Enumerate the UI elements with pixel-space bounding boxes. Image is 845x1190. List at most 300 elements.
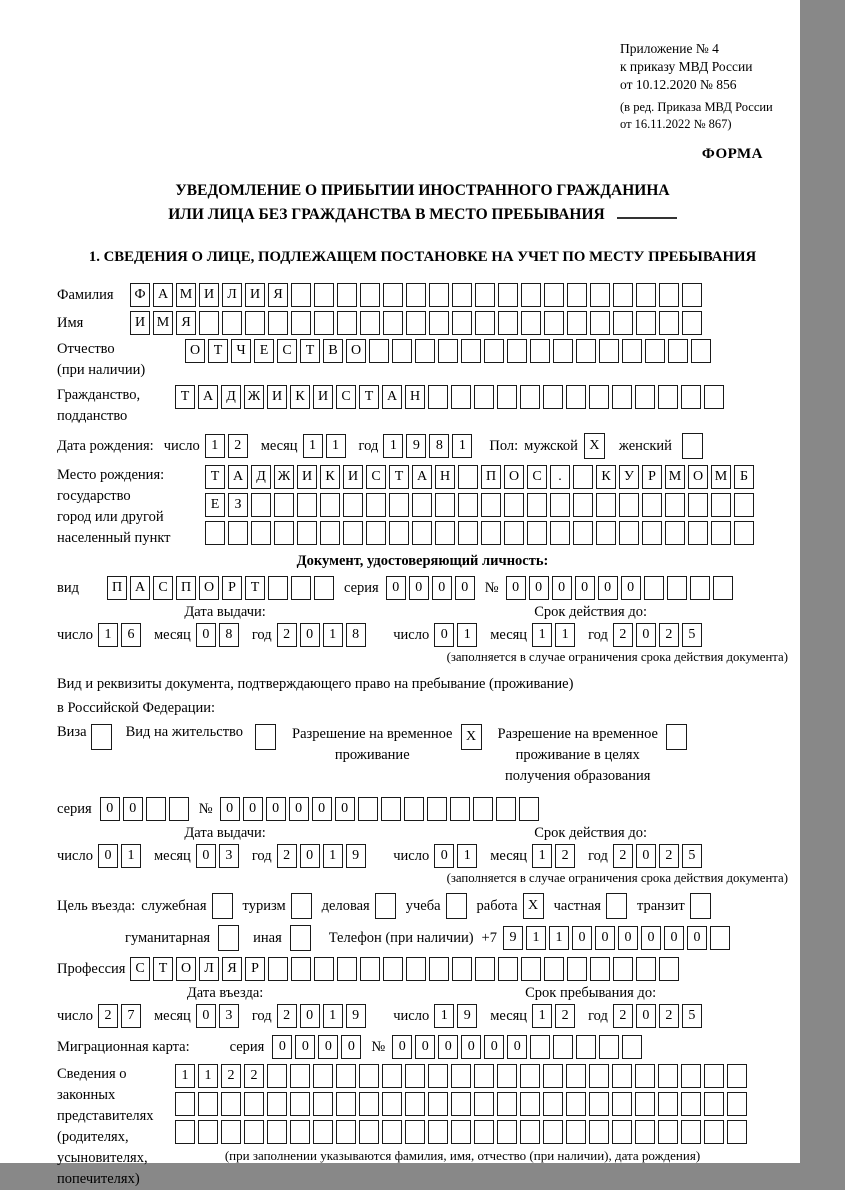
char-cell[interactable] <box>405 1092 425 1116</box>
entry-year-cells[interactable] <box>277 1004 369 1028</box>
char-cell[interactable] <box>497 1120 517 1144</box>
char-cell[interactable] <box>451 1064 471 1088</box>
char-cell[interactable] <box>566 385 586 409</box>
char-cell[interactable] <box>576 1035 596 1059</box>
char-cell[interactable] <box>175 1120 195 1144</box>
char-cell[interactable]: 0 <box>196 844 216 868</box>
char-cell[interactable] <box>612 1064 632 1088</box>
char-cell[interactable]: И <box>245 283 265 307</box>
char-cell[interactable] <box>691 339 711 363</box>
char-cell[interactable]: 9 <box>457 1004 477 1028</box>
char-cell[interactable]: 0 <box>636 623 656 647</box>
char-cell[interactable]: С <box>336 385 356 409</box>
char-cell[interactable] <box>520 1120 540 1144</box>
char-cell[interactable] <box>406 957 426 981</box>
char-cell[interactable] <box>428 385 448 409</box>
char-cell[interactable] <box>573 521 593 545</box>
char-cell[interactable]: К <box>290 385 310 409</box>
char-cell[interactable]: 0 <box>123 797 143 821</box>
char-cell[interactable] <box>589 385 609 409</box>
char-cell[interactable]: 2 <box>659 1004 679 1028</box>
char-cell[interactable] <box>567 283 587 307</box>
char-cell[interactable] <box>521 311 541 335</box>
char-cell[interactable] <box>681 385 701 409</box>
char-cell[interactable] <box>544 283 564 307</box>
char-cell[interactable]: 0 <box>243 797 263 821</box>
char-cell[interactable]: 0 <box>434 844 454 868</box>
char-cell[interactable] <box>451 1120 471 1144</box>
birth-year-cells[interactable] <box>383 434 475 458</box>
residence-issue-year-cells[interactable] <box>277 844 369 868</box>
char-cell[interactable] <box>381 797 401 821</box>
stay-year-cells[interactable] <box>613 1004 705 1028</box>
char-cell[interactable] <box>612 385 632 409</box>
char-cell[interactable]: 2 <box>244 1064 264 1088</box>
char-cell[interactable]: А <box>382 385 402 409</box>
residence-issue-month-cells[interactable] <box>196 844 242 868</box>
char-cell[interactable]: 0 <box>289 797 309 821</box>
char-cell[interactable] <box>704 1092 724 1116</box>
char-cell[interactable] <box>667 576 687 600</box>
char-cell[interactable]: 0 <box>100 797 120 821</box>
identity-issue-month-cells[interactable] <box>196 623 242 647</box>
residence-number-cells[interactable] <box>220 797 542 821</box>
char-cell[interactable] <box>473 797 493 821</box>
char-cell[interactable]: 9 <box>406 434 426 458</box>
char-cell[interactable] <box>359 1064 379 1088</box>
char-cell[interactable] <box>146 797 166 821</box>
purpose-transit-checkbox[interactable] <box>690 893 711 919</box>
purpose-private-checkbox[interactable] <box>606 893 627 919</box>
char-cell[interactable]: 1 <box>452 434 472 458</box>
char-cell[interactable] <box>659 283 679 307</box>
char-cell[interactable] <box>519 797 539 821</box>
char-cell[interactable] <box>458 465 478 489</box>
char-cell[interactable] <box>369 339 389 363</box>
char-cell[interactable]: 1 <box>549 926 569 950</box>
char-cell[interactable] <box>635 385 655 409</box>
char-cell[interactable]: 1 <box>326 434 346 458</box>
surname-cells[interactable] <box>130 283 705 307</box>
char-cell[interactable]: 0 <box>618 926 638 950</box>
char-cell[interactable]: 0 <box>455 576 475 600</box>
char-cell[interactable] <box>599 1035 619 1059</box>
char-cell[interactable]: П <box>176 576 196 600</box>
char-cell[interactable] <box>573 465 593 489</box>
char-cell[interactable]: Т <box>208 339 228 363</box>
char-cell[interactable]: 2 <box>277 1004 297 1028</box>
char-cell[interactable]: 0 <box>300 844 320 868</box>
char-cell[interactable] <box>636 311 656 335</box>
char-cell[interactable]: 8 <box>219 623 239 647</box>
birth-day-cells[interactable] <box>205 434 251 458</box>
identity-doc-type-cells[interactable] <box>107 576 337 600</box>
char-cell[interactable]: Р <box>245 957 265 981</box>
char-cell[interactable] <box>228 521 248 545</box>
char-cell[interactable]: В <box>323 339 343 363</box>
char-cell[interactable]: 0 <box>220 797 240 821</box>
char-cell[interactable]: Т <box>359 385 379 409</box>
char-cell[interactable] <box>452 311 472 335</box>
stay-month-cells[interactable] <box>532 1004 578 1028</box>
char-cell[interactable]: Т <box>389 465 409 489</box>
char-cell[interactable] <box>596 521 616 545</box>
char-cell[interactable] <box>484 339 504 363</box>
char-cell[interactable] <box>343 493 363 517</box>
entry-day-cells[interactable] <box>98 1004 144 1028</box>
char-cell[interactable]: 1 <box>198 1064 218 1088</box>
char-cell[interactable] <box>244 1120 264 1144</box>
char-cell[interactable]: 1 <box>98 623 118 647</box>
char-cell[interactable]: 0 <box>438 1035 458 1059</box>
char-cell[interactable] <box>544 957 564 981</box>
char-cell[interactable]: 0 <box>636 1004 656 1028</box>
char-cell[interactable] <box>681 1092 701 1116</box>
char-cell[interactable] <box>366 493 386 517</box>
char-cell[interactable] <box>635 1120 655 1144</box>
char-cell[interactable]: 0 <box>621 576 641 600</box>
char-cell[interactable] <box>429 311 449 335</box>
char-cell[interactable]: 0 <box>300 623 320 647</box>
char-cell[interactable] <box>313 1120 333 1144</box>
char-cell[interactable] <box>245 311 265 335</box>
char-cell[interactable]: 2 <box>98 1004 118 1028</box>
char-cell[interactable]: 1 <box>457 844 477 868</box>
residence-permit-option-checkbox[interactable] <box>255 724 276 750</box>
char-cell[interactable]: 2 <box>659 844 679 868</box>
char-cell[interactable] <box>297 521 317 545</box>
char-cell[interactable]: 0 <box>295 1035 315 1059</box>
char-cell[interactable]: 1 <box>205 434 225 458</box>
char-cell[interactable] <box>573 493 593 517</box>
char-cell[interactable]: 0 <box>98 844 118 868</box>
birth-place-cells-row3[interactable] <box>205 521 757 545</box>
char-cell[interactable] <box>665 521 685 545</box>
char-cell[interactable]: 2 <box>228 434 248 458</box>
char-cell[interactable] <box>497 1092 517 1116</box>
char-cell[interactable] <box>481 493 501 517</box>
char-cell[interactable] <box>458 493 478 517</box>
char-cell[interactable] <box>251 493 271 517</box>
char-cell[interactable]: 0 <box>636 844 656 868</box>
char-cell[interactable] <box>474 1120 494 1144</box>
char-cell[interactable] <box>415 339 435 363</box>
char-cell[interactable] <box>389 521 409 545</box>
char-cell[interactable] <box>566 1092 586 1116</box>
char-cell[interactable] <box>337 311 357 335</box>
char-cell[interactable] <box>274 521 294 545</box>
purpose-business-checkbox[interactable] <box>375 893 396 919</box>
char-cell[interactable] <box>681 1120 701 1144</box>
char-cell[interactable]: 1 <box>434 1004 454 1028</box>
char-cell[interactable] <box>382 1092 402 1116</box>
char-cell[interactable] <box>291 576 311 600</box>
char-cell[interactable] <box>313 1064 333 1088</box>
purpose-humanitarian-checkbox[interactable] <box>218 925 239 951</box>
char-cell[interactable]: П <box>107 576 127 600</box>
char-cell[interactable] <box>498 311 518 335</box>
char-cell[interactable] <box>404 797 424 821</box>
char-cell[interactable]: 9 <box>346 844 366 868</box>
char-cell[interactable] <box>320 493 340 517</box>
char-cell[interactable] <box>704 385 724 409</box>
birth-place-cells-row2[interactable] <box>205 493 757 517</box>
char-cell[interactable] <box>527 493 547 517</box>
char-cell[interactable]: Ж <box>244 385 264 409</box>
char-cell[interactable]: 2 <box>277 844 297 868</box>
char-cell[interactable] <box>543 1064 563 1088</box>
char-cell[interactable] <box>383 311 403 335</box>
char-cell[interactable] <box>612 1120 632 1144</box>
char-cell[interactable]: Р <box>642 465 662 489</box>
char-cell[interactable] <box>169 797 189 821</box>
char-cell[interactable]: А <box>228 465 248 489</box>
char-cell[interactable] <box>336 1120 356 1144</box>
char-cell[interactable] <box>567 311 587 335</box>
char-cell[interactable]: А <box>130 576 150 600</box>
char-cell[interactable] <box>553 1035 573 1059</box>
char-cell[interactable] <box>320 521 340 545</box>
char-cell[interactable] <box>383 283 403 307</box>
char-cell[interactable]: Е <box>205 493 225 517</box>
char-cell[interactable]: Я <box>176 311 196 335</box>
residence-issue-day-cells[interactable] <box>98 844 144 868</box>
char-cell[interactable] <box>613 283 633 307</box>
char-cell[interactable]: Л <box>199 957 219 981</box>
char-cell[interactable]: 0 <box>575 576 595 600</box>
char-cell[interactable]: 8 <box>429 434 449 458</box>
char-cell[interactable]: 0 <box>318 1035 338 1059</box>
char-cell[interactable]: М <box>711 465 731 489</box>
char-cell[interactable] <box>474 1064 494 1088</box>
identity-valid-day-cells[interactable] <box>434 623 480 647</box>
char-cell[interactable] <box>635 1092 655 1116</box>
visa-option-checkbox[interactable] <box>91 724 112 750</box>
char-cell[interactable]: С <box>153 576 173 600</box>
char-cell[interactable] <box>452 957 472 981</box>
char-cell[interactable]: 0 <box>664 926 684 950</box>
char-cell[interactable]: 2 <box>613 844 633 868</box>
char-cell[interactable] <box>337 283 357 307</box>
char-cell[interactable] <box>389 493 409 517</box>
char-cell[interactable] <box>435 493 455 517</box>
char-cell[interactable] <box>521 283 541 307</box>
char-cell[interactable]: 0 <box>598 576 618 600</box>
char-cell[interactable]: 5 <box>682 1004 702 1028</box>
char-cell[interactable]: З <box>228 493 248 517</box>
char-cell[interactable]: 2 <box>659 623 679 647</box>
migration-series-cells[interactable] <box>272 1035 364 1059</box>
char-cell[interactable]: 0 <box>300 1004 320 1028</box>
char-cell[interactable] <box>291 957 311 981</box>
char-cell[interactable] <box>268 311 288 335</box>
char-cell[interactable] <box>428 1120 448 1144</box>
char-cell[interactable]: Н <box>405 385 425 409</box>
char-cell[interactable] <box>336 1064 356 1088</box>
char-cell[interactable]: 0 <box>461 1035 481 1059</box>
char-cell[interactable] <box>527 521 547 545</box>
char-cell[interactable]: 1 <box>526 926 546 950</box>
char-cell[interactable] <box>428 1064 448 1088</box>
char-cell[interactable]: Б <box>734 465 754 489</box>
char-cell[interactable] <box>382 1120 402 1144</box>
char-cell[interactable]: 1 <box>323 1004 343 1028</box>
char-cell[interactable] <box>198 1120 218 1144</box>
char-cell[interactable] <box>659 957 679 981</box>
char-cell[interactable] <box>205 521 225 545</box>
sex-female-checkbox[interactable] <box>682 433 703 459</box>
char-cell[interactable] <box>337 957 357 981</box>
char-cell[interactable]: 2 <box>613 623 633 647</box>
char-cell[interactable]: Т <box>245 576 265 600</box>
char-cell[interactable] <box>199 311 219 335</box>
identity-issue-day-cells[interactable] <box>98 623 144 647</box>
char-cell[interactable] <box>336 1092 356 1116</box>
identity-valid-month-cells[interactable] <box>532 623 578 647</box>
char-cell[interactable] <box>274 493 294 517</box>
char-cell[interactable] <box>222 311 242 335</box>
char-cell[interactable]: 1 <box>457 623 477 647</box>
char-cell[interactable] <box>297 493 317 517</box>
char-cell[interactable] <box>474 385 494 409</box>
char-cell[interactable] <box>481 521 501 545</box>
char-cell[interactable]: Ф <box>130 283 150 307</box>
char-cell[interactable] <box>668 339 688 363</box>
char-cell[interactable]: 0 <box>266 797 286 821</box>
char-cell[interactable] <box>360 283 380 307</box>
char-cell[interactable] <box>520 385 540 409</box>
char-cell[interactable]: 0 <box>386 576 406 600</box>
char-cell[interactable] <box>734 521 754 545</box>
phone-cells[interactable] <box>503 926 733 950</box>
char-cell[interactable] <box>366 521 386 545</box>
char-cell[interactable]: О <box>199 576 219 600</box>
char-cell[interactable]: Я <box>222 957 242 981</box>
char-cell[interactable] <box>427 797 447 821</box>
char-cell[interactable] <box>382 1064 402 1088</box>
char-cell[interactable] <box>688 521 708 545</box>
char-cell[interactable]: 0 <box>595 926 615 950</box>
purpose-other-checkbox[interactable] <box>290 925 311 951</box>
char-cell[interactable]: Т <box>153 957 173 981</box>
char-cell[interactable]: . <box>550 465 570 489</box>
char-cell[interactable]: 0 <box>641 926 661 950</box>
char-cell[interactable]: Р <box>222 576 242 600</box>
char-cell[interactable] <box>244 1092 264 1116</box>
entry-month-cells[interactable] <box>196 1004 242 1028</box>
char-cell[interactable] <box>530 339 550 363</box>
char-cell[interactable] <box>543 385 563 409</box>
char-cell[interactable]: Т <box>205 465 225 489</box>
char-cell[interactable]: 0 <box>572 926 592 950</box>
char-cell[interactable] <box>475 283 495 307</box>
char-cell[interactable] <box>475 311 495 335</box>
char-cell[interactable]: 0 <box>196 623 216 647</box>
char-cell[interactable]: 0 <box>392 1035 412 1059</box>
identity-doc-number-cells[interactable] <box>506 576 736 600</box>
char-cell[interactable] <box>358 797 378 821</box>
char-cell[interactable]: Д <box>221 385 241 409</box>
char-cell[interactable] <box>553 339 573 363</box>
char-cell[interactable] <box>343 521 363 545</box>
char-cell[interactable]: О <box>185 339 205 363</box>
char-cell[interactable]: 0 <box>341 1035 361 1059</box>
char-cell[interactable] <box>658 385 678 409</box>
char-cell[interactable]: 1 <box>303 434 323 458</box>
char-cell[interactable] <box>451 1092 471 1116</box>
char-cell[interactable] <box>711 521 731 545</box>
char-cell[interactable] <box>636 283 656 307</box>
char-cell[interactable]: Т <box>300 339 320 363</box>
sex-male-checkbox[interactable]: X <box>584 433 605 459</box>
identity-issue-year-cells[interactable] <box>277 623 369 647</box>
char-cell[interactable]: И <box>199 283 219 307</box>
temp-residence-education-option-checkbox[interactable] <box>666 724 687 750</box>
char-cell[interactable]: А <box>198 385 218 409</box>
char-cell[interactable] <box>267 1120 287 1144</box>
char-cell[interactable]: И <box>313 385 333 409</box>
char-cell[interactable]: 1 <box>532 844 552 868</box>
char-cell[interactable] <box>251 521 271 545</box>
char-cell[interactable]: 0 <box>434 623 454 647</box>
char-cell[interactable]: П <box>481 465 501 489</box>
char-cell[interactable]: А <box>153 283 173 307</box>
char-cell[interactable] <box>268 576 288 600</box>
char-cell[interactable] <box>406 283 426 307</box>
profession-cells[interactable] <box>130 957 682 981</box>
char-cell[interactable] <box>596 493 616 517</box>
char-cell[interactable] <box>314 576 334 600</box>
char-cell[interactable] <box>612 1092 632 1116</box>
char-cell[interactable]: 0 <box>409 576 429 600</box>
char-cell[interactable] <box>429 957 449 981</box>
char-cell[interactable] <box>438 339 458 363</box>
char-cell[interactable]: 5 <box>682 844 702 868</box>
char-cell[interactable] <box>688 493 708 517</box>
char-cell[interactable] <box>658 1064 678 1088</box>
char-cell[interactable]: 1 <box>555 623 575 647</box>
char-cell[interactable] <box>314 957 334 981</box>
char-cell[interactable] <box>566 1064 586 1088</box>
char-cell[interactable]: 1 <box>383 434 403 458</box>
char-cell[interactable] <box>589 1120 609 1144</box>
char-cell[interactable] <box>659 311 679 335</box>
char-cell[interactable] <box>645 339 665 363</box>
char-cell[interactable] <box>734 493 754 517</box>
char-cell[interactable] <box>613 957 633 981</box>
char-cell[interactable] <box>435 521 455 545</box>
char-cell[interactable] <box>619 521 639 545</box>
char-cell[interactable]: И <box>343 465 363 489</box>
char-cell[interactable]: 7 <box>121 1004 141 1028</box>
char-cell[interactable]: 0 <box>312 797 332 821</box>
char-cell[interactable]: Я <box>268 283 288 307</box>
char-cell[interactable]: 2 <box>555 844 575 868</box>
char-cell[interactable] <box>450 797 470 821</box>
char-cell[interactable] <box>504 493 524 517</box>
char-cell[interactable] <box>613 311 633 335</box>
char-cell[interactable]: 9 <box>346 1004 366 1028</box>
char-cell[interactable]: 0 <box>196 1004 216 1028</box>
char-cell[interactable]: 1 <box>323 844 343 868</box>
char-cell[interactable] <box>291 311 311 335</box>
char-cell[interactable]: 1 <box>532 623 552 647</box>
char-cell[interactable] <box>589 1064 609 1088</box>
temp-residence-option-checkbox[interactable]: X <box>461 724 482 750</box>
char-cell[interactable] <box>429 283 449 307</box>
char-cell[interactable] <box>727 1092 747 1116</box>
char-cell[interactable]: О <box>688 465 708 489</box>
